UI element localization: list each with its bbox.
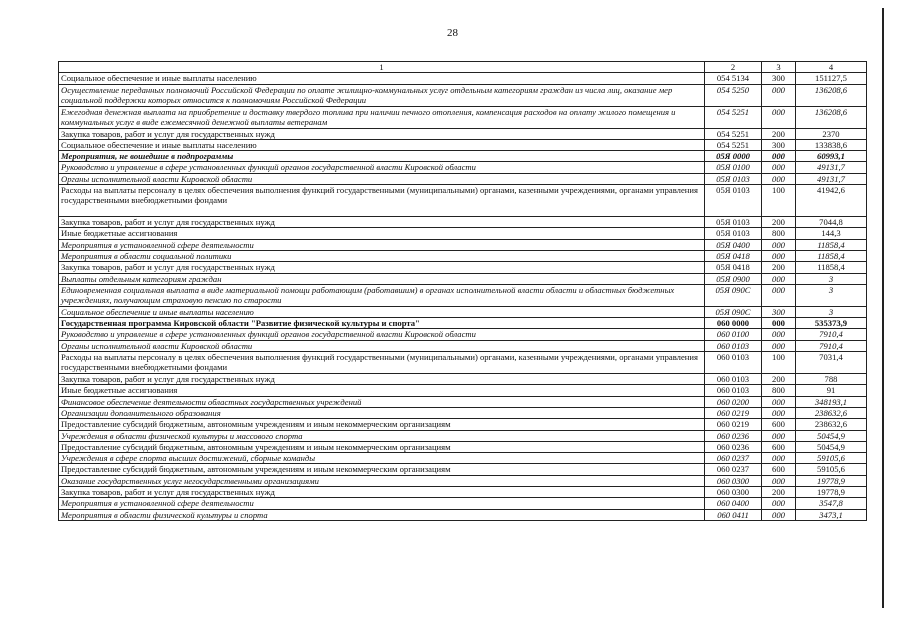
table-row [59,464,867,475]
row-amount-cell: 3547,8 [796,498,867,509]
row-vr-cell: 000 [762,84,796,106]
row-vr-cell: 100 [762,185,796,217]
row-vr-cell: 000 [762,329,796,340]
row-code-cell: 060 0100 [705,329,762,340]
row-vr-cell: 000 [762,250,796,261]
page-edge-line [882,8,884,608]
row-vr-cell: 000 [762,407,796,418]
row-amount-cell: 3 [796,306,867,317]
row-name-cell: Выплаты отдельным категориям граждан [59,273,705,284]
row-code-cell: 060 0237 [705,464,762,475]
row-vr-cell: 200 [762,374,796,385]
row-name-cell: Закупка товаров, работ и услуг для государственных нужд [59,128,705,139]
row-code-cell: 060 0236 [705,430,762,441]
table-body [59,73,867,521]
row-vr-cell: 000 [762,453,796,464]
row-amount-cell: 238632,6 [796,407,867,418]
table-row [59,228,867,239]
page-number: 28 [447,27,458,39]
row-amount-cell: 136208,6 [796,106,867,128]
row-code-cell: 05Я 0103 [705,185,762,217]
table-row [59,509,867,520]
table-row [59,441,867,452]
row-vr-cell: 100 [762,352,796,374]
row-code-cell: 054 5134 [705,73,762,84]
row-name-cell: Мероприятия в установленной сфере деятельности [59,239,705,250]
row-vr-cell: 000 [762,162,796,173]
row-amount-cell: 91 [796,385,867,396]
table-row [59,162,867,173]
row-name-cell: Единовременная социальная выплата в виде материальной помощи работающим (работавшим) в органах исполнительной власти области и областных бюджетных учреждениях, получающим страховую пенсию по старости [59,284,705,306]
row-code-cell: 060 0000 [705,318,762,329]
row-code-cell: 054 5250 [705,84,762,106]
table-row [59,250,867,261]
row-amount-cell: 144,3 [796,228,867,239]
row-amount-cell: 7910,4 [796,340,867,351]
table-row [59,273,867,284]
row-name-cell: Закупка товаров, работ и услуг для государственных нужд [59,487,705,498]
row-vr-cell: 000 [762,273,796,284]
row-amount-cell: 3473,1 [796,509,867,520]
row-amount-cell: 151127,5 [796,73,867,84]
row-name-cell: Мероприятия в области социальной политики [59,250,705,261]
table-row [59,453,867,464]
row-name-cell: Предоставление субсидий бюджетным, автономным учреждениям и иным некоммерческим организациям [59,419,705,430]
row-name-cell: Социальное обеспечение и иные выплаты населению [59,306,705,317]
table-row [59,139,867,150]
row-amount-cell: 49131,7 [796,162,867,173]
table-row [59,173,867,184]
row-code-cell: 05Я 0103 [705,228,762,239]
row-name-cell: Органы исполнительной власти Кировской области [59,173,705,184]
table-row [59,352,867,374]
row-name-cell: Осуществление переданных полномочий Российской Федерации по оплате жилищно-коммунальных услуг отдельным категориям граждан из числа лиц, оказание мер социальной поддержки которых относится к полномочиям Российской Федерации [59,84,705,106]
row-code-cell: 05Я 0103 [705,173,762,184]
row-name-cell: Закупка товаров, работ и услуг для государственных нужд [59,217,705,228]
row-code-cell: 05Я 0418 [705,262,762,273]
table-row [59,419,867,430]
row-amount-cell: 19778,9 [796,475,867,486]
row-amount-cell: 535373,9 [796,318,867,329]
row-vr-cell: 800 [762,228,796,239]
row-amount-cell: 7044,8 [796,217,867,228]
row-code-cell: 05Я 0400 [705,239,762,250]
table-row [59,430,867,441]
row-vr-cell: 000 [762,284,796,306]
table-header-row [59,62,867,73]
table-row [59,185,867,217]
row-vr-cell: 300 [762,306,796,317]
table-row [59,385,867,396]
row-code-cell: 060 0400 [705,498,762,509]
table-row [59,498,867,509]
row-vr-cell: 600 [762,441,796,452]
table-row [59,475,867,486]
table-row [59,262,867,273]
row-vr-cell: 200 [762,262,796,273]
row-amount-cell: 11858,4 [796,262,867,273]
row-amount-cell: 3 [796,273,867,284]
row-vr-cell: 000 [762,151,796,162]
row-vr-cell: 000 [762,318,796,329]
row-name-cell: Оказание государственных услуг негосударственными организациями [59,475,705,486]
row-name-cell: Закупка товаров, работ и услуг для государственных нужд [59,374,705,385]
table-row [59,239,867,250]
row-name-cell: Учреждения в области физической культуры и массового спорта [59,430,705,441]
row-vr-cell: 000 [762,340,796,351]
table-row [59,217,867,228]
row-amount-cell: 50454,9 [796,441,867,452]
column-header-1: 1 [59,62,705,73]
row-name-cell: Финансовое обеспечение деятельности областных государственных учреждений [59,396,705,407]
row-vr-cell: 800 [762,385,796,396]
table-row [59,284,867,306]
row-code-cell: 060 0103 [705,385,762,396]
column-header-2: 2 [705,62,762,73]
row-code-cell: 060 0300 [705,475,762,486]
row-name-cell: Мероприятия в установленной сфере деятельности [59,498,705,509]
row-code-cell: 054 5251 [705,106,762,128]
row-amount-cell: 348193,1 [796,396,867,407]
row-amount-cell: 59105,6 [796,453,867,464]
row-name-cell: Предоставление субсидий бюджетным, автономным учреждениям и иным некоммерческим организациям [59,441,705,452]
table-row [59,487,867,498]
row-code-cell: 05Я 0418 [705,250,762,261]
table-row [59,106,867,128]
row-vr-cell: 200 [762,487,796,498]
row-name-cell: Руководство и управление в сфере установленных функций органов государственной власти Кировской области [59,329,705,340]
row-amount-cell: 7910,4 [796,329,867,340]
row-code-cell: 060 0300 [705,487,762,498]
row-code-cell: 060 0237 [705,453,762,464]
row-code-cell: 05Я 090С [705,306,762,317]
table-row [59,407,867,418]
row-code-cell: 060 0103 [705,352,762,374]
row-code-cell: 05Я 0000 [705,151,762,162]
row-vr-cell: 000 [762,106,796,128]
row-code-cell: 05Я 0100 [705,162,762,173]
row-code-cell: 060 0200 [705,396,762,407]
row-vr-cell: 200 [762,128,796,139]
row-amount-cell: 238632,6 [796,419,867,430]
row-amount-cell: 3 [796,284,867,306]
row-code-cell: 054 5251 [705,139,762,150]
row-name-cell: Мероприятия в области физической культуры и спорта [59,509,705,520]
row-vr-cell: 000 [762,430,796,441]
row-name-cell: Социальное обеспечение и иные выплаты населению [59,73,705,84]
row-vr-cell: 000 [762,173,796,184]
row-vr-cell: 000 [762,239,796,250]
row-name-cell: Расходы на выплаты персоналу в целях обеспечения выполнения функций государственными (муниципальными) органами, казенными учреждениями, органами управления государственными внебюджетными фондами [59,185,705,217]
row-amount-cell: 11858,4 [796,250,867,261]
table-row [59,84,867,106]
row-code-cell: 060 0219 [705,407,762,418]
row-code-cell: 060 0103 [705,374,762,385]
row-name-cell: Организации дополнительного образования [59,407,705,418]
row-vr-cell: 200 [762,217,796,228]
table-row [59,318,867,329]
row-vr-cell: 600 [762,464,796,475]
row-name-cell: Государственная программа Кировской области "Развитие физической культуры и спорта" [59,318,705,329]
table-row [59,396,867,407]
row-amount-cell: 50454,9 [796,430,867,441]
row-name-cell: Учреждения в сфере спорта высших достижений, сборные команды [59,453,705,464]
column-header-4: 4 [796,62,867,73]
row-amount-cell: 133838,6 [796,139,867,150]
row-amount-cell: 41942,6 [796,185,867,217]
row-code-cell: 060 0236 [705,441,762,452]
table-row [59,151,867,162]
row-amount-cell: 7031,4 [796,352,867,374]
row-code-cell: 060 0103 [705,340,762,351]
row-amount-cell: 59105,6 [796,464,867,475]
budget-table [58,61,867,521]
row-vr-cell: 000 [762,396,796,407]
row-code-cell: 060 0219 [705,419,762,430]
row-code-cell: 05Я 0900 [705,273,762,284]
row-vr-cell: 300 [762,139,796,150]
table-row [59,73,867,84]
table-row [59,340,867,351]
table-row [59,306,867,317]
table-row [59,128,867,139]
row-name-cell: Мероприятия, не вошедшие в подпрограммы [59,151,705,162]
row-name-cell: Органы исполнительной власти Кировской области [59,340,705,351]
row-name-cell: Предоставление субсидий бюджетным, автономным учреждениям и иным некоммерческим организациям [59,464,705,475]
row-code-cell: 05Я 090С [705,284,762,306]
row-amount-cell: 60993,1 [796,151,867,162]
row-amount-cell: 2370 [796,128,867,139]
row-name-cell: Расходы на выплаты персоналу в целях обеспечения выполнения функций государственными (муниципальными) органами, казенными учреждениями, органами управления государственными внебюджетными фондами [59,352,705,374]
row-vr-cell: 000 [762,509,796,520]
column-header-3: 3 [762,62,796,73]
row-amount-cell: 136208,6 [796,84,867,106]
row-name-cell: Иные бюджетные ассигнования [59,228,705,239]
table-row [59,329,867,340]
row-amount-cell: 49131,7 [796,173,867,184]
row-name-cell: Руководство и управление в сфере установленных функций органов государственной власти Кировской области [59,162,705,173]
row-vr-cell: 000 [762,475,796,486]
row-amount-cell: 788 [796,374,867,385]
row-name-cell: Социальное обеспечение и иные выплаты населению [59,139,705,150]
row-amount-cell: 11858,4 [796,239,867,250]
row-vr-cell: 600 [762,419,796,430]
row-code-cell: 054 5251 [705,128,762,139]
row-name-cell: Ежегодная денежная выплата на приобретение и доставку твердого топлива при наличии печного отопления, компенсация расходов на оплату жилого помещения и коммунальных услуг в виде ежемесячной денежной выплаты ветеранам [59,106,705,128]
row-code-cell: 05Я 0103 [705,217,762,228]
row-vr-cell: 300 [762,73,796,84]
row-amount-cell: 19778,9 [796,487,867,498]
row-name-cell: Иные бюджетные ассигнования [59,385,705,396]
table-row [59,374,867,385]
row-vr-cell: 000 [762,498,796,509]
row-code-cell: 060 0411 [705,509,762,520]
row-name-cell: Закупка товаров, работ и услуг для государственных нужд [59,262,705,273]
